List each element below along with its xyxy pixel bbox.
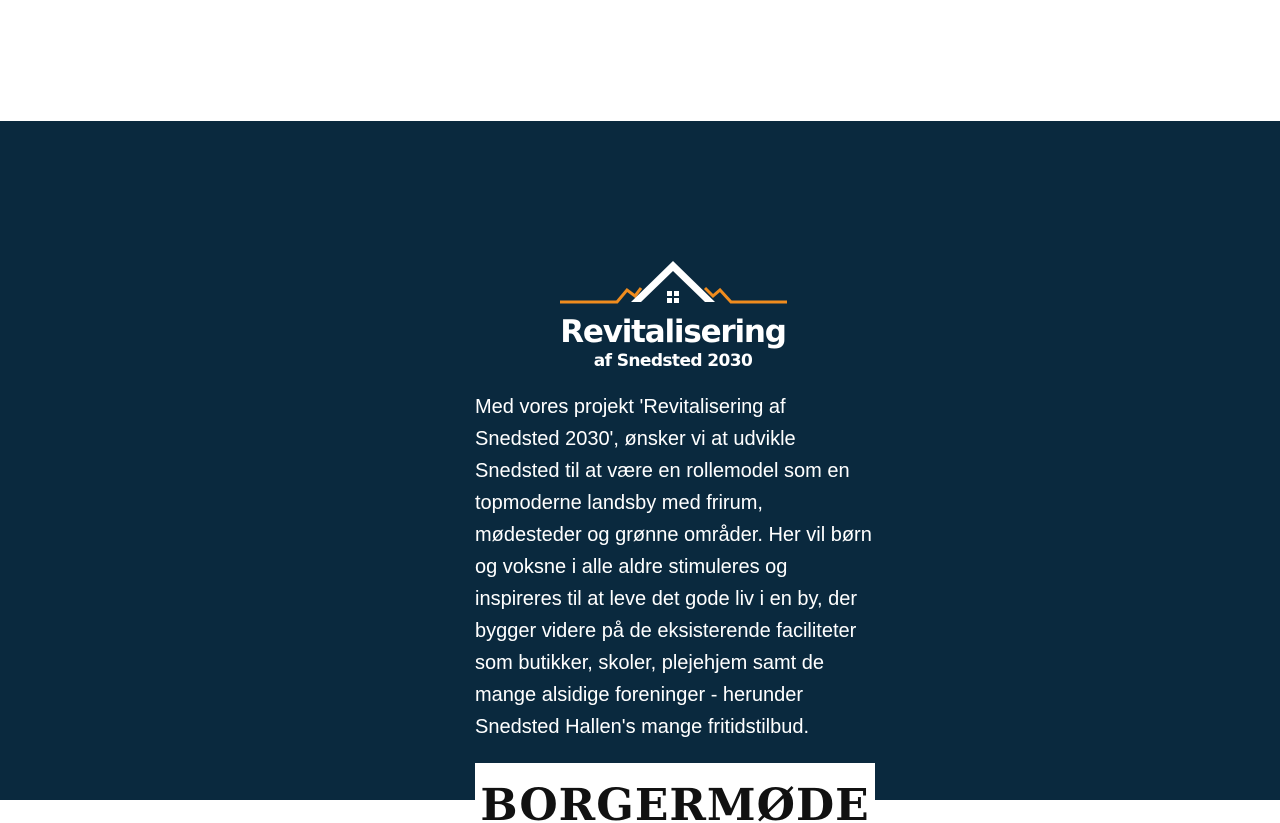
header-bar [0,0,1280,121]
intro-paragraph: Med vores projekt 'Revitalisering af Snedsted 2030', ønsker vi at udvikle Snedsted til at være en rollemodel som en topmoderne landsby med frirum, mødesteder og grønne områder. Her vil børn og voksne i alle aldre stimuleres og inspireres til at leve det gode liv i en by, der bygger videre på de eksisterende faciliteter som butikker, skoler, plejehjem samt de mange alsidige foreninger - herunder Snedsted Hallen's mange fritidstilbud. [475,396,872,738]
house-roof-logo-icon [555,258,791,314]
site-logo[interactable] [555,258,791,376]
logo-title: Revitalisering [560,314,786,350]
logo-subtitle: af Snedsted 2030 [593,351,753,371]
event-banner[interactable] [475,763,875,823]
banner-title: BORGERMØDE [480,780,870,823]
